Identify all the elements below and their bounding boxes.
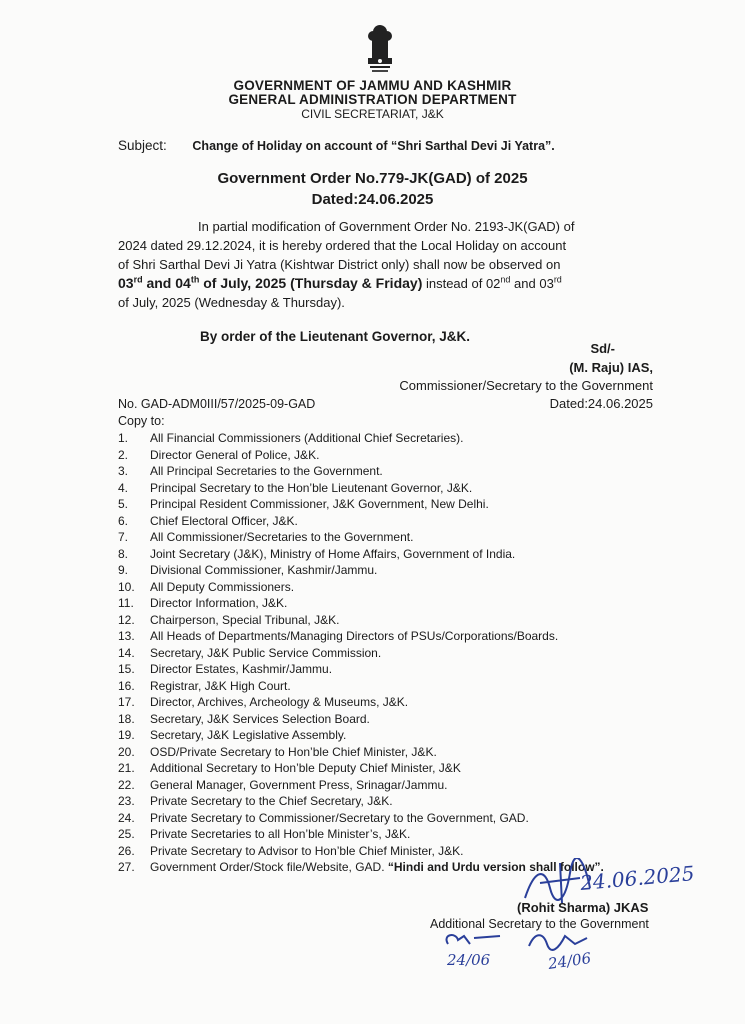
copy-list-number: 3. <box>118 464 129 478</box>
copy-list-text: Private Secretary to Advisor to Hon’ble Chief Minister, J&K. <box>150 843 464 858</box>
copy-list-text: Principal Resident Commissioner, J&K Government, New Delhi. <box>150 497 489 511</box>
copy-list-item <box>118 496 604 513</box>
copy-list-text: Private Secretaries to all Hon’ble Minister’s, J&K. <box>150 827 411 841</box>
copy-list-number: 4. <box>118 480 129 495</box>
copy-list-item <box>118 678 604 695</box>
copy-list-text: Secretary, J&K Public Service Commission. <box>150 645 382 660</box>
copy-list-number: 26. <box>118 843 135 858</box>
body-line: of Shri Sarthal Devi Ji Yatra (Kishtwar District only) shall now be observed on <box>118 257 561 272</box>
header-government: GOVERNMENT OF JAMMU AND KASHMIR <box>233 78 512 93</box>
copy-list-number: 8. <box>118 546 129 561</box>
copy-list-number: 24. <box>118 810 135 825</box>
copy-list-text: Director General of Police, J&K. <box>150 447 320 462</box>
body-line: In partial modification of Government Order No. 2193-JK(GAD) of <box>198 219 575 234</box>
copy-list-item <box>118 562 604 579</box>
order-body <box>118 217 663 312</box>
body-line-dates: 03rd and 04th of July, 2025 (Thursday & Friday) instead of 02nd and 03rd <box>118 274 562 291</box>
copy-list-number: 23. <box>118 794 135 808</box>
copy-list-text: Principal Secretary to the Hon’ble Lieutenant Governor, J&K. <box>150 480 473 495</box>
copy-list-text: All Heads of Departments/Managing Directors of PSUs/Corporations/Boards. <box>150 629 559 643</box>
copy-list-number: 16. <box>118 678 135 693</box>
copy-list-item <box>118 826 604 843</box>
copy-list-number: 14. <box>118 645 135 660</box>
copy-list-item <box>118 645 604 662</box>
copy-list-number: 5. <box>118 497 129 511</box>
header-department: GENERAL ADMINISTRATION DEPARTMENT <box>228 92 517 107</box>
copy-list-text: All Principal Secretaries to the Government. <box>150 464 383 478</box>
copy-list-number: 19. <box>118 728 135 742</box>
copy-list-text: Private Secretary to Commissioner/Secretary to the Government, GAD. <box>150 810 529 825</box>
copy-list-item <box>118 480 604 497</box>
copy-to-label: Copy to: <box>118 414 165 428</box>
copy-list-number: 15. <box>118 662 135 676</box>
copy-list-item <box>118 843 604 860</box>
body-line: 2024 dated 29.12.2024, it is hereby ordered that the Local Holiday on account <box>118 238 567 253</box>
copy-list-note: “Hindi and Urdu version shall follow”. <box>387 860 604 874</box>
copy-list-text: Director Estates, Kashmir/Jammu. <box>150 662 333 676</box>
copy-list-text: OSD/Private Secretary to Hon’ble Chief Minister, J&K. <box>150 744 437 759</box>
copy-list-number: 25. <box>118 827 135 841</box>
order-title: Government Order No.779-JK(GAD) of 2025 <box>217 170 528 187</box>
copy-list-number: 12. <box>118 612 135 627</box>
copy-list-item <box>118 760 604 777</box>
handwritten-date: 24.06.2025 <box>579 861 696 895</box>
copy-list-item <box>118 810 604 827</box>
signatory-name: (M. Raju) IAS, <box>569 360 653 375</box>
copy-list-item <box>118 529 604 546</box>
body-line: of July, 2025 (Wednesday & Thursday). <box>118 295 345 310</box>
copy-list-text: General Manager, Government Press, Srinagar/Jammu. <box>150 777 448 792</box>
copy-list-text: All Financial Commissioners (Additional Chief Secretaries). <box>150 431 464 445</box>
copy-list-item <box>118 546 604 563</box>
copy-list-text: Private Secretary to the Chief Secretary, J&K. <box>150 794 393 808</box>
copy-list-item <box>118 777 604 794</box>
copy-list-text: Government Order/Stock file/Website, GAD. <box>150 860 388 874</box>
copy-list-item <box>118 793 604 810</box>
copy-list-item <box>118 744 604 761</box>
copy-list-item <box>118 513 604 530</box>
signatory-designation: Commissioner/Secretary to the Government <box>399 378 653 393</box>
handwritten-initial-left-date: 24/06 <box>447 951 491 969</box>
copy-list-number: 6. <box>118 513 129 528</box>
copy-to-list <box>118 430 604 876</box>
copy-list-number: 11. <box>118 596 134 610</box>
copy-list-item <box>118 579 604 596</box>
copy-list-number: 1. <box>118 431 129 445</box>
copy-list-item <box>118 694 604 711</box>
copy-list-item <box>118 430 604 447</box>
signatory-date: Dated:24.06.2025 <box>549 396 653 411</box>
copy-list-text: All Deputy Commissioners. <box>150 579 295 594</box>
copy-list-text: Director Information, J&K. <box>150 596 288 610</box>
copy-list-number: 13. <box>118 629 135 643</box>
copy-list-item <box>118 727 604 744</box>
footer-signatory-designation: Additional Secretary to the Government <box>430 917 649 931</box>
copy-list-item <box>118 595 604 612</box>
copy-list-text: Secretary, J&K Services Selection Board. <box>150 711 370 726</box>
copy-list-text: Joint Secretary (J&K), Ministry of Home Affairs, Government of India. <box>150 546 516 561</box>
copy-list-item <box>118 463 604 480</box>
copy-list-item <box>118 612 604 629</box>
reference-number: No. GAD-ADM0III/57/2025-09-GAD <box>118 397 316 411</box>
copy-list-text: Additional Secretary to Hon’ble Deputy Chief Minister, J&K <box>150 761 461 775</box>
header-secretariat: CIVIL SECRETARIAT, J&K <box>301 107 444 121</box>
copy-list-number: 27. <box>118 860 135 874</box>
by-order-line: By order of the Lieutenant Governor, J&K. <box>200 329 471 344</box>
copy-list-number: 17. <box>118 695 135 709</box>
footer-signatory-name: (Rohit Sharma) JKAS <box>517 900 649 915</box>
copy-list-item <box>118 447 604 464</box>
copy-list-number: 22. <box>118 777 135 792</box>
handwritten-initial-right-date: 24/06 <box>546 949 593 973</box>
subject-row <box>118 138 678 153</box>
copy-list-number: 10. <box>118 579 135 594</box>
copy-list-number: 18. <box>118 711 135 726</box>
copy-list-text: All Commissioner/Secretaries to the Government. <box>150 530 414 544</box>
sd-mark: Sd/- <box>590 341 615 356</box>
copy-list-text: Chairperson, Special Tribunal, J&K. <box>150 612 340 627</box>
copy-list-item <box>118 661 604 678</box>
subject-label: Subject: <box>118 138 167 153</box>
copy-list-number: 20. <box>118 744 135 759</box>
copy-list-number: 2. <box>118 447 129 462</box>
copy-list-number: 9. <box>118 563 129 577</box>
copy-list-text: Chief Electoral Officer, J&K. <box>150 513 298 528</box>
subject-text: Change of Holiday on account of “Shri Sarthal Devi Ji Yatra”. <box>192 139 555 153</box>
copy-list-text: Secretary, J&K Legislative Assembly. <box>150 728 347 742</box>
copy-list-number: 21. <box>118 761 135 775</box>
order-date: Dated:24.06.2025 <box>311 191 434 208</box>
national-emblem-icon <box>356 22 404 78</box>
copy-list-text: Registrar, J&K High Court. <box>150 678 291 693</box>
copy-list-text: Divisional Commissioner, Kashmir/Jammu. <box>150 563 378 577</box>
copy-list-number: 7. <box>118 530 129 544</box>
copy-list-item <box>118 711 604 728</box>
copy-list-text: Director, Archives, Archeology & Museums, J&K. <box>150 695 409 709</box>
copy-list-item <box>118 628 604 645</box>
